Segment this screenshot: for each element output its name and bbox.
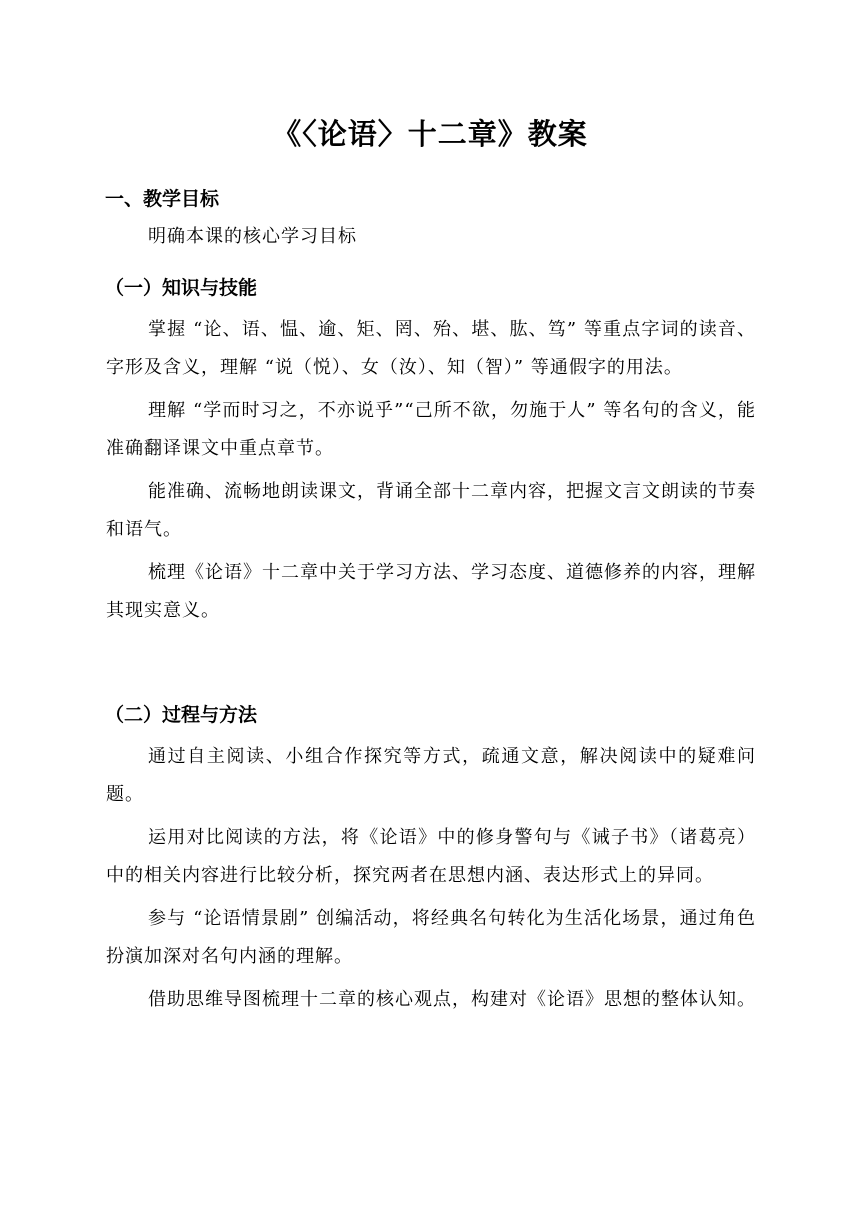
subsection-heading-knowledge-skills: （一）知识与技能 bbox=[105, 277, 258, 299]
paragraph: 运用对比阅读的方法，将《论语》中的修身警句与《诫子书》（诸葛亮）中的相关内容进行比较分析，探究两者在思想内涵、表达形式上的异同。 bbox=[106, 827, 756, 886]
paragraph: 理解 “学而时习之，不亦说乎”“己所不欲，勿施于人” 等名句的含义，能准确翻译课文中重点章节。 bbox=[106, 400, 756, 459]
subsection-body-knowledge-skills bbox=[106, 311, 756, 635]
subsection-body-process-methods bbox=[106, 738, 756, 1024]
section-heading-teaching-goals: 一、教学目标 bbox=[105, 188, 220, 210]
paragraph: 参与 “论语情景剧” 创编活动，将经典名句转化为生活化场景，通过角色扮演加深对名句内涵的理解。 bbox=[106, 908, 756, 967]
subsection-heading-process-methods: （二）过程与方法 bbox=[105, 704, 258, 726]
paragraph: 掌握 “论、语、愠、逾、矩、罔、殆、堪、肱、笃” 等重点字词的读音、字形及含义，理解 “说（悦）、女（汝）、知（智）” 等通假字的用法。 bbox=[106, 319, 756, 378]
paragraph: 借助思维导图梳理十二章的核心观点，构建对《论语》思想的整体认知。 bbox=[148, 989, 756, 1010]
paragraph: 梳理《论语》十二章中关于学习方法、学习态度、道德修养的内容，理解其现实意义。 bbox=[106, 562, 756, 621]
document-title: 《〈论语〉十二章》教案 bbox=[272, 117, 588, 151]
paragraph: 能准确、流畅地朗读课文，背诵全部十二章内容，把握文言文朗读的节奏和语气。 bbox=[106, 481, 756, 540]
paragraph: 通过自主阅读、小组合作探究等方式，疏通文意，解决阅读中的疑难问题。 bbox=[106, 746, 756, 805]
section-intro: 明确本课的核心学习目标 bbox=[148, 226, 357, 247]
